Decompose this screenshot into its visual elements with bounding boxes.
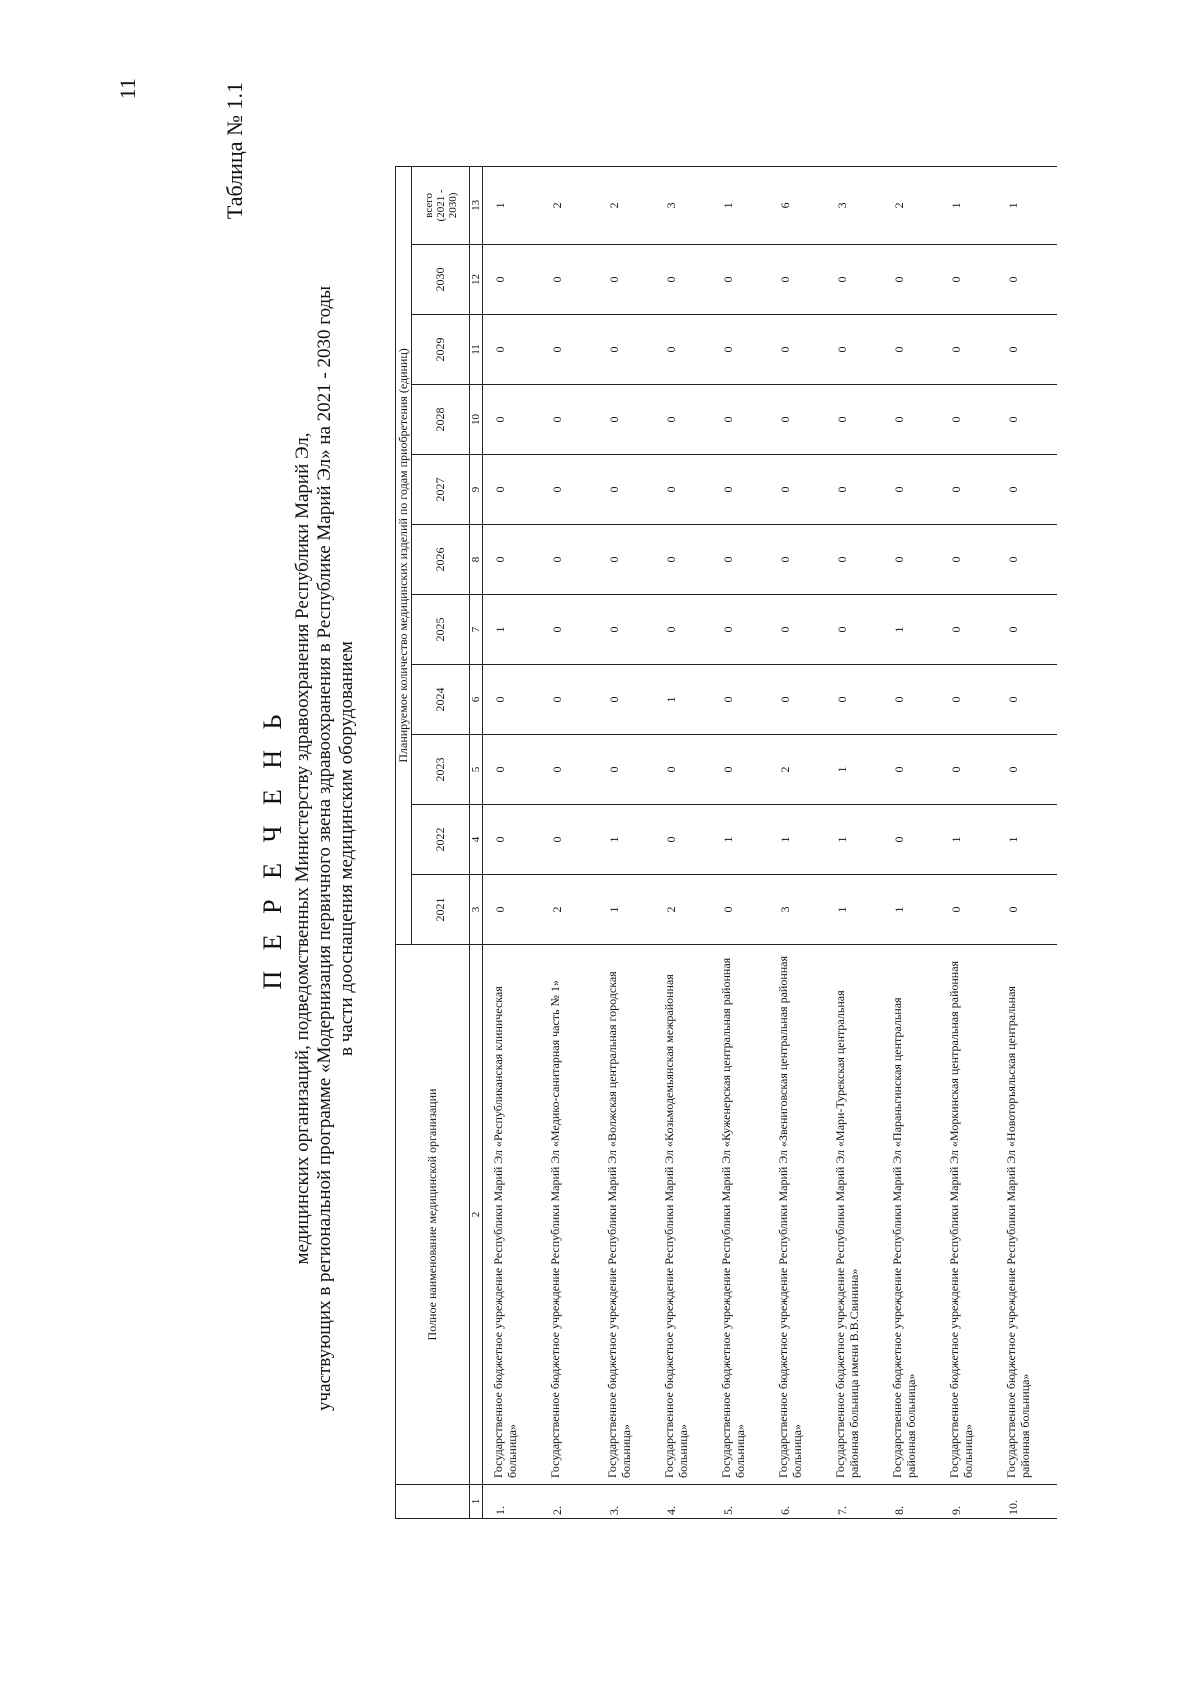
year-value: 2 — [772, 735, 829, 805]
year-value: 1 — [772, 805, 829, 875]
year-value: 1 — [715, 805, 772, 875]
year-value: 0 — [943, 875, 1000, 945]
column-number: 10 — [470, 385, 483, 455]
row-total: 1 — [483, 166, 545, 244]
year-value: 0 — [601, 525, 658, 595]
organization-name: Государственное бюджетное учреждение Республики Марий Эл «Козьмодемьянская межрайонная больница» — [658, 945, 715, 1485]
row-number: 10. — [1000, 1485, 1057, 1519]
table-label: Таблица № 1.1 — [222, 82, 247, 220]
organization-name: Государственное бюджетное учреждение Республики Марий Эл «Моркинская центральная районная больница» — [943, 945, 1000, 1485]
year-value: 0 — [1000, 315, 1057, 385]
row-total: 3 — [658, 166, 715, 244]
row-total: 2 — [886, 166, 943, 244]
year-value: 1 — [829, 735, 886, 805]
organization-name: Государственное бюджетное учреждение Республики Марий Эл «Медико-санитарная часть № 1» — [544, 945, 601, 1485]
year-value: 0 — [483, 805, 545, 875]
year-value: 0 — [1000, 245, 1057, 315]
year-value: 0 — [601, 665, 658, 735]
year-value: 1 — [829, 805, 886, 875]
table-row — [715, 166, 772, 1518]
column-number: 4 — [470, 805, 483, 875]
header-total: всего (2021 - 2030) — [412, 166, 470, 244]
year-value: 1 — [483, 595, 545, 665]
year-value: 0 — [886, 525, 943, 595]
year-value: 0 — [544, 735, 601, 805]
row-number: 5. — [715, 1485, 772, 1519]
header-organization-name: Полное наименование медицинской организации — [396, 945, 470, 1485]
year-value: 0 — [483, 455, 545, 525]
year-value: 0 — [715, 875, 772, 945]
row-total: 2 — [544, 166, 601, 244]
table-row — [544, 166, 601, 1518]
year-value: 0 — [658, 595, 715, 665]
year-value: 0 — [715, 665, 772, 735]
year-value: 1 — [943, 805, 1000, 875]
year-value: 0 — [886, 455, 943, 525]
year-value: 0 — [483, 665, 545, 735]
year-value: 0 — [1000, 665, 1057, 735]
year-value: 0 — [715, 315, 772, 385]
year-value: 0 — [601, 595, 658, 665]
year-value: 0 — [943, 525, 1000, 595]
table-row — [886, 166, 943, 1518]
column-number: 13 — [470, 166, 483, 244]
organization-name: Государственное бюджетное учреждение Республики Марий Эл «Волжская центральная городская больница» — [601, 945, 658, 1485]
row-total: 1 — [1000, 166, 1057, 244]
year-value: 0 — [544, 455, 601, 525]
year-value: 0 — [601, 385, 658, 455]
year-value: 0 — [772, 595, 829, 665]
year-value: 0 — [886, 805, 943, 875]
year-value: 0 — [829, 595, 886, 665]
year-value: 0 — [658, 525, 715, 595]
column-number: 9 — [470, 455, 483, 525]
year-value: 0 — [658, 245, 715, 315]
year-value: 0 — [544, 525, 601, 595]
header-year-2026: 2026 — [412, 525, 470, 595]
year-value: 0 — [544, 315, 601, 385]
page-number: 11 — [115, 78, 140, 100]
year-value: 0 — [829, 315, 886, 385]
organization-name: Государственное бюджетное учреждение Республики Марий Эл «Республиканская клиническая больница» — [483, 945, 545, 1485]
table-row — [772, 166, 829, 1518]
year-value: 0 — [1000, 525, 1057, 595]
table-row — [1000, 166, 1057, 1518]
year-value: 1 — [1000, 805, 1057, 875]
year-value: 0 — [483, 315, 545, 385]
column-number: 7 — [470, 595, 483, 665]
year-value: 0 — [829, 525, 886, 595]
row-number: 9. — [943, 1485, 1000, 1519]
year-value: 0 — [715, 455, 772, 525]
row-number: 6. — [772, 1485, 829, 1519]
year-value: 0 — [544, 385, 601, 455]
organization-name: Государственное бюджетное учреждение Республики Марий Эл «Куженерская центральная районная больница» — [715, 945, 772, 1485]
year-value: 0 — [772, 665, 829, 735]
year-value: 0 — [886, 665, 943, 735]
column-number: 1 — [470, 1485, 483, 1519]
column-number: 8 — [470, 525, 483, 595]
year-value: 1 — [829, 875, 886, 945]
header-year-2027: 2027 — [412, 455, 470, 525]
organization-name: Государственное бюджетное учреждение Республики Марий Эл «Новоторъяльская центральная районная больница» — [1000, 945, 1057, 1485]
year-value: 0 — [829, 385, 886, 455]
column-number: 6 — [470, 665, 483, 735]
year-value: 0 — [544, 805, 601, 875]
header-year-2024: 2024 — [412, 665, 470, 735]
year-value: 2 — [544, 875, 601, 945]
year-value: 0 — [772, 525, 829, 595]
column-number: 3 — [470, 875, 483, 945]
row-number: 8. — [886, 1485, 943, 1519]
year-value: 0 — [772, 455, 829, 525]
year-value: 2 — [658, 875, 715, 945]
table-row — [943, 166, 1000, 1518]
organization-name: Государственное бюджетное учреждение Республики Марий Эл «Параньгинская центральная районная больница» — [886, 945, 943, 1485]
year-value: 0 — [886, 315, 943, 385]
year-value: 0 — [1000, 455, 1057, 525]
row-number: 3. — [601, 1485, 658, 1519]
organization-name: Государственное бюджетное учреждение Республики Марий Эл «Звениговская центральная районная больница» — [772, 945, 829, 1485]
year-value: 0 — [544, 665, 601, 735]
row-total: 2 — [601, 166, 658, 244]
year-value: 0 — [544, 245, 601, 315]
year-value: 0 — [715, 245, 772, 315]
column-number: 2 — [470, 945, 483, 1485]
year-value: 0 — [772, 315, 829, 385]
header-year-2023: 2023 — [412, 735, 470, 805]
year-value: 0 — [943, 455, 1000, 525]
year-value: 0 — [483, 245, 545, 315]
year-value: 0 — [715, 595, 772, 665]
header-year-2025: 2025 — [412, 595, 470, 665]
year-value: 0 — [601, 245, 658, 315]
year-value: 3 — [772, 875, 829, 945]
column-number: 12 — [470, 245, 483, 315]
year-value: 0 — [658, 735, 715, 805]
row-number: 1. — [483, 1485, 545, 1519]
subtitle-line: медицинских организаций, подведомственных Министерству здравоохранения Республики Марий Эл, — [292, 432, 313, 1265]
year-value: 0 — [829, 665, 886, 735]
year-value: 0 — [601, 315, 658, 385]
year-value: 0 — [829, 245, 886, 315]
year-value: 1 — [658, 665, 715, 735]
year-value: 0 — [483, 875, 545, 945]
document-title: П Е Р Е Ч Е Н Ь — [258, 707, 287, 990]
table-row — [658, 166, 715, 1518]
year-value: 0 — [483, 385, 545, 455]
header-year-2022: 2022 — [412, 805, 470, 875]
year-value: 0 — [886, 245, 943, 315]
year-value: 0 — [658, 385, 715, 455]
year-value: 0 — [943, 315, 1000, 385]
year-value: 0 — [772, 385, 829, 455]
row-total: 3 — [829, 166, 886, 244]
year-value: 1 — [886, 595, 943, 665]
row-total: 1 — [715, 166, 772, 244]
year-value: 0 — [1000, 385, 1057, 455]
year-value: 0 — [829, 455, 886, 525]
row-number: 2. — [544, 1485, 601, 1519]
header-planned-quantity: Планируемое количество медицинских изделий по годам приобретения (единиц) — [396, 166, 412, 944]
column-number: 5 — [470, 735, 483, 805]
year-value: 0 — [483, 525, 545, 595]
year-value: 0 — [943, 735, 1000, 805]
year-value: 0 — [943, 245, 1000, 315]
year-value: 1 — [601, 875, 658, 945]
year-value: 0 — [658, 455, 715, 525]
year-value: 0 — [483, 735, 545, 805]
year-value: 0 — [943, 595, 1000, 665]
equipment-table — [395, 166, 1057, 1519]
row-number: 4. — [658, 1485, 715, 1519]
year-value: 0 — [1000, 875, 1057, 945]
year-value: 0 — [601, 735, 658, 805]
year-value: 0 — [658, 315, 715, 385]
subtitle-line: участвующих в региональной программе «Модернизация первичного звена здравоохранения в Республике Марий Эл» на 2021 - 2030 годы — [314, 286, 335, 1411]
year-value: 0 — [943, 665, 1000, 735]
header-year-2029: 2029 — [412, 315, 470, 385]
year-value: 0 — [886, 735, 943, 805]
year-value: 0 — [886, 385, 943, 455]
row-total: 6 — [772, 166, 829, 244]
title-block — [258, 0, 358, 1697]
table-row — [483, 166, 545, 1518]
year-value: 0 — [715, 385, 772, 455]
year-value: 0 — [1000, 595, 1057, 665]
year-value: 1 — [601, 805, 658, 875]
header-year-2030: 2030 — [412, 245, 470, 315]
header-number-cell — [396, 1485, 470, 1519]
year-value: 0 — [715, 525, 772, 595]
column-number: 11 — [470, 315, 483, 385]
row-total: 1 — [943, 166, 1000, 244]
year-value: 1 — [886, 875, 943, 945]
organization-name: Государственное бюджетное учреждение Республики Марий Эл «Мари-Турекская центральная районная больница имени В.В.Свинина» — [829, 945, 886, 1485]
table-row — [829, 166, 886, 1518]
year-value: 0 — [658, 805, 715, 875]
year-value: 0 — [544, 595, 601, 665]
year-value: 0 — [772, 245, 829, 315]
year-value: 0 — [1000, 735, 1057, 805]
table-row — [601, 166, 658, 1518]
row-number: 7. — [829, 1485, 886, 1519]
subtitle-line: в части дооснащения медицинским оборудованием — [336, 641, 357, 1056]
year-value: 0 — [943, 385, 1000, 455]
header-year-2021: 2021 — [412, 875, 470, 945]
year-value: 0 — [601, 455, 658, 525]
year-value: 0 — [715, 735, 772, 805]
header-year-2028: 2028 — [412, 385, 470, 455]
